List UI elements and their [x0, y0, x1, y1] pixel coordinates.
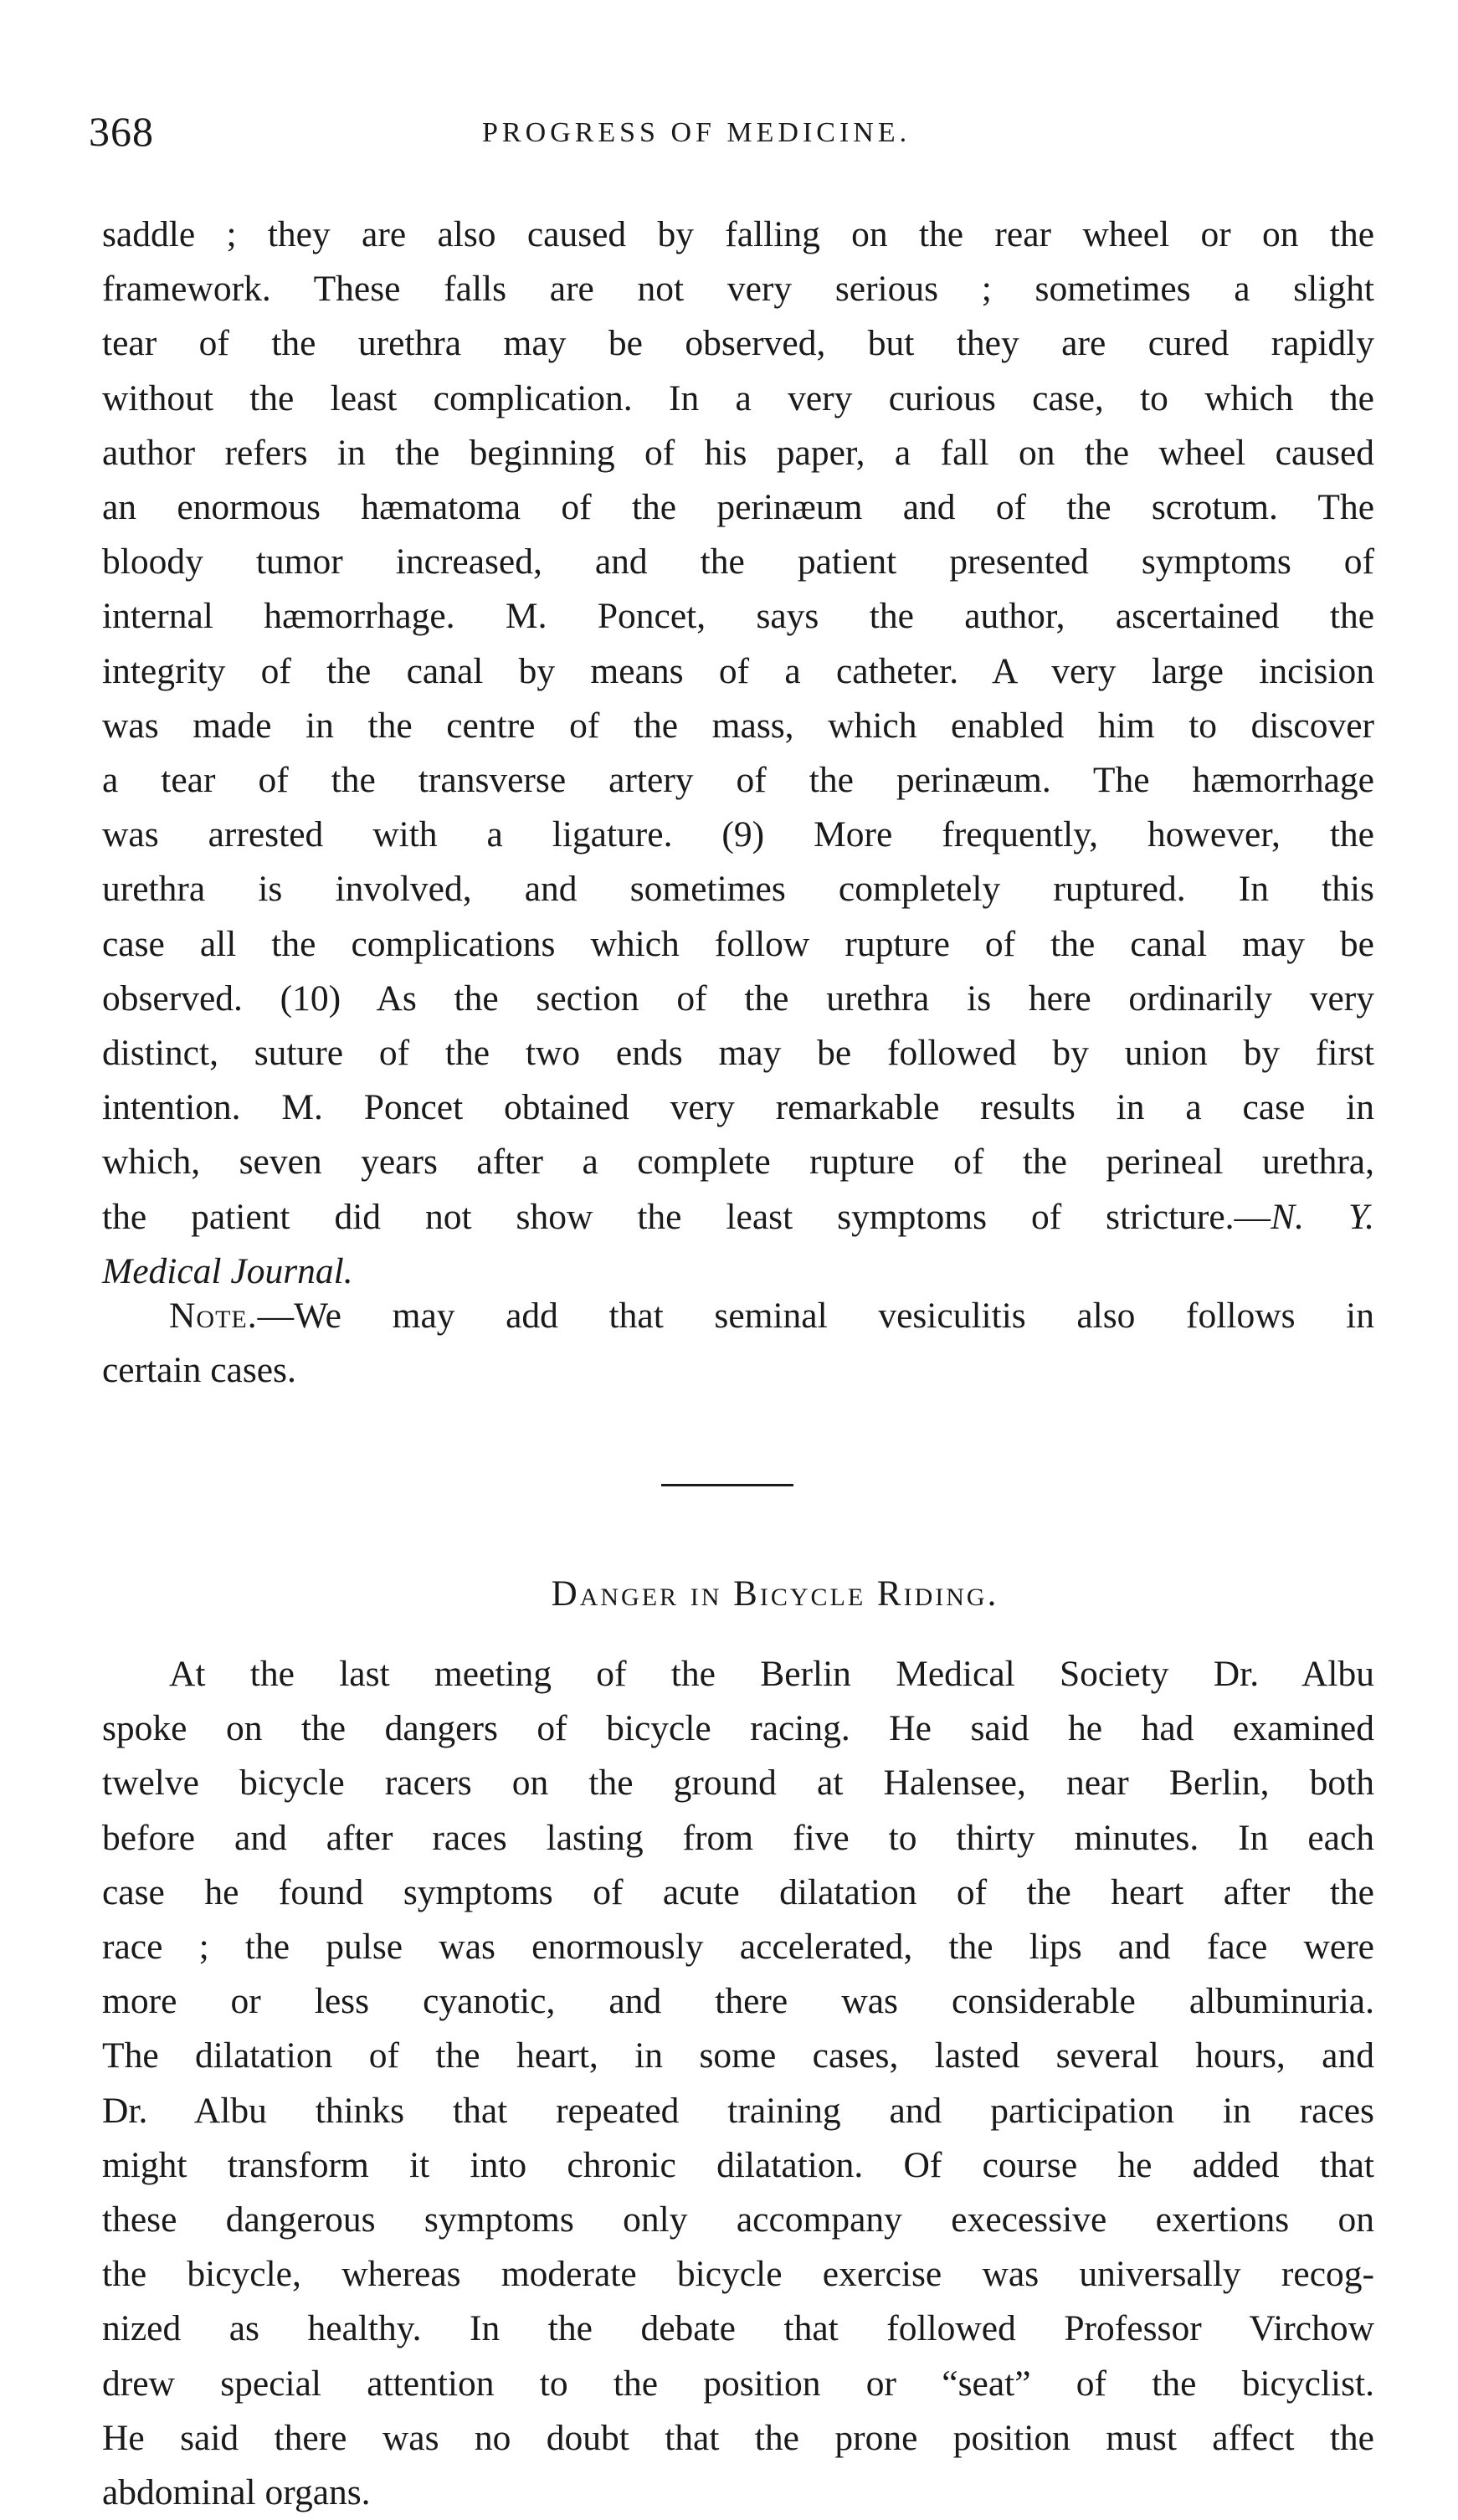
text-line: nized as healthy. In the debate that followed Professor Virchow — [102, 2308, 1374, 2349]
text-line: case all the complications which follow rupture of the canal may be — [102, 923, 1374, 964]
text-line: He said there was no doubt that the prone position must affect the — [102, 2417, 1374, 2458]
text-line: internal hæmorrhage. M. Poncet, says the author, ascertained the — [102, 596, 1374, 637]
text-line-citation — [102, 1190, 1374, 1245]
paragraph-bicycle-injuries — [102, 208, 1374, 1299]
journal-abbrev: N. Y. — [1271, 1196, 1374, 1237]
text-line: drew special attention to the position or “seat” of the bicyclist. — [102, 2363, 1374, 2404]
section-divider — [661, 1484, 793, 1486]
note-text: —We may add that seminal vesiculitis also follows in — [257, 1296, 1374, 1336]
paragraph-bicycle-riding-danger — [102, 1647, 1374, 2520]
text-line: distinct, suture of the two ends may be followed by union by first — [102, 1033, 1374, 1074]
text-line: an enormous hæmatoma of the perinæum and of the scrotum. The — [102, 487, 1374, 528]
text-line: spoke on the dangers of bicycle racing. He said he had examined — [102, 1708, 1374, 1749]
note-first-line — [102, 1289, 1374, 1343]
text-line: before and after races lasting from five to thirty minutes. In each — [102, 1817, 1374, 1858]
text-line: the bicycle, whereas moderate bicycle exercise was universally recog- — [102, 2254, 1374, 2295]
note-paragraph — [102, 1289, 1374, 1398]
text-line: integrity of the canal by means of a catheter. A very large incision — [102, 650, 1374, 691]
page-number: 368 — [89, 108, 154, 155]
running-head: PROGRESS OF MEDICINE. — [482, 117, 911, 148]
text-line: saddle ; they are also caused by falling on the rear wheel or on the — [102, 214, 1374, 254]
text-line: twelve bicycle racers on the ground at Halensee, near Berlin, both — [102, 1763, 1374, 1804]
text-line: a tear of the transverse artery of the perinæum. The hæmorrhage — [102, 760, 1374, 801]
text-line: observed. (10) As the section of the urethra is here ordinarily very — [102, 978, 1374, 1019]
text-line: might transform it into chronic dilatation. Of course he added that — [102, 2144, 1374, 2185]
text-line: tear of the urethra may be observed, but they are cured rapidly — [102, 323, 1374, 364]
text-line: The dilatation of the heart, in some cases, lasted several hours, and — [102, 2035, 1374, 2076]
text-line: At the last meeting of the Berlin Medical Society Dr. Albu — [169, 1654, 1374, 1694]
note-second-line: certain cases. — [102, 1350, 296, 1391]
text-line: author refers in the beginning of his paper, a fall on the wheel caused — [102, 432, 1374, 473]
text-line: was made in the centre of the mass, which enabled him to discover — [102, 705, 1374, 746]
journal-name: Medical Journal. — [102, 1250, 353, 1291]
citation-lead-text: the patient did not show the least symptoms of stricture.— — [102, 1196, 1271, 1237]
note-label: Note. — [169, 1296, 258, 1336]
text-line: bloody tumor increased, and the patient presented symptoms of — [102, 541, 1374, 583]
text-line: was arrested with a ligature. (9) More frequently, however, the — [102, 814, 1374, 855]
section-heading: Danger in Bicycle Riding. — [551, 1574, 999, 1614]
text-line: more or less cyanotic, and there was considerable albuminuria. — [102, 1981, 1374, 2022]
text-line: which, seven years after a complete rupture of the perineal urethra, — [102, 1142, 1374, 1183]
text-line: Dr. Albu thinks that repeated training and participation in races — [102, 2090, 1374, 2131]
text-line: without the least complication. In a very curious case, to which the — [102, 377, 1374, 418]
text-line: race ; the pulse was enormously accelerated, the lips and face were — [102, 1927, 1374, 1968]
page-header — [89, 107, 1369, 166]
text-line: abdominal organs. — [102, 2472, 371, 2513]
text-line: urethra is involved, and sometimes completely ruptured. In this — [102, 869, 1374, 910]
text-line: these dangerous symptoms only accompany execessive exertions on — [102, 2199, 1374, 2240]
text-line: intention. M. Poncet obtained very remarkable results in a case in — [102, 1087, 1374, 1128]
text-line: framework. These falls are not very serious ; sometimes a slight — [102, 269, 1374, 310]
text-line: case he found symptoms of acute dilatation of the heart after the — [102, 1871, 1374, 1912]
